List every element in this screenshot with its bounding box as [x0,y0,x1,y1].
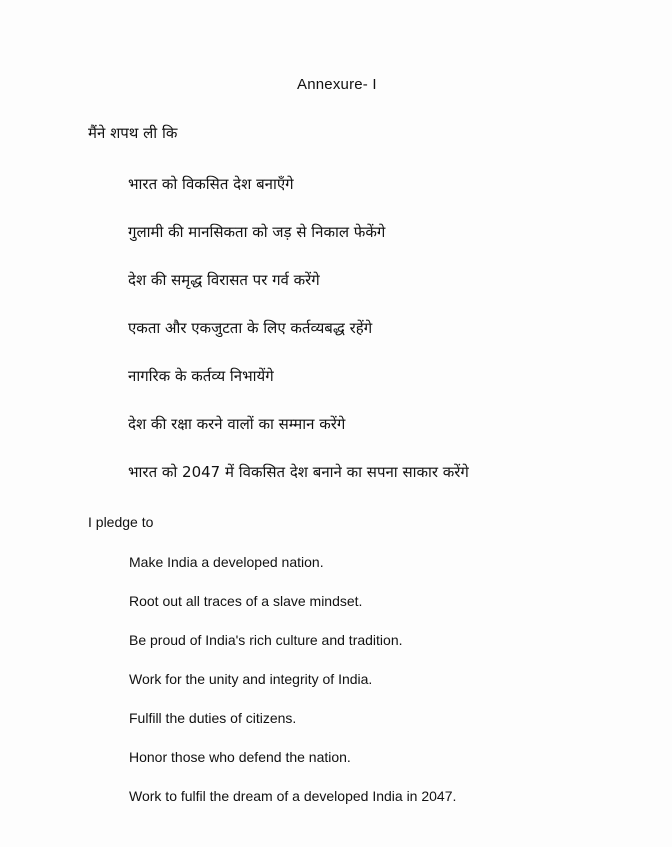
hindi-pledge-item: भारत को 2047 में विकसित देश बनाने का सपना साकार करेंगे [128,463,469,481]
english-pledge-item: Fulfill the duties of citizens. [129,710,297,726]
annexure-title: Annexure- I [297,76,377,93]
english-pledge-intro: I pledge to [88,514,154,530]
hindi-pledge-item: गुलामी की मानसिकता को जड़ से निकाल फेकेंगे [128,223,386,241]
hindi-pledge-item: देश की समृद्ध विरासत पर गर्व करेंगे [128,271,320,289]
hindi-pledge-list [128,170,469,506]
english-pledge-item: Root out all traces of a slave mindset. [129,593,363,609]
english-pledge-item: Work to fulfil the dream of a developed India in 2047. [129,788,457,804]
hindi-pledge-intro: मैंने शपथ ली कि [88,124,178,142]
hindi-pledge-item: देश की रक्षा करने वालों का सम्मान करेंगे [128,415,346,433]
english-pledge-list [129,552,456,825]
hindi-pledge-item: भारत को विकसित देश बनाएँगे [128,175,294,193]
english-pledge-item: Work for the unity and integrity of India. [129,671,373,687]
english-pledge-item: Make India a developed nation. [129,554,324,570]
english-pledge-item: Honor those who defend the nation. [129,749,351,765]
hindi-pledge-item: नागरिक के कर्तव्य निभायेंगे [128,367,274,385]
hindi-pledge-item: एकता और एकजुटता के लिए कर्तव्यबद्ध रहेंगे [128,319,373,337]
english-pledge-item: Be proud of India's rich culture and tradition. [129,632,403,648]
